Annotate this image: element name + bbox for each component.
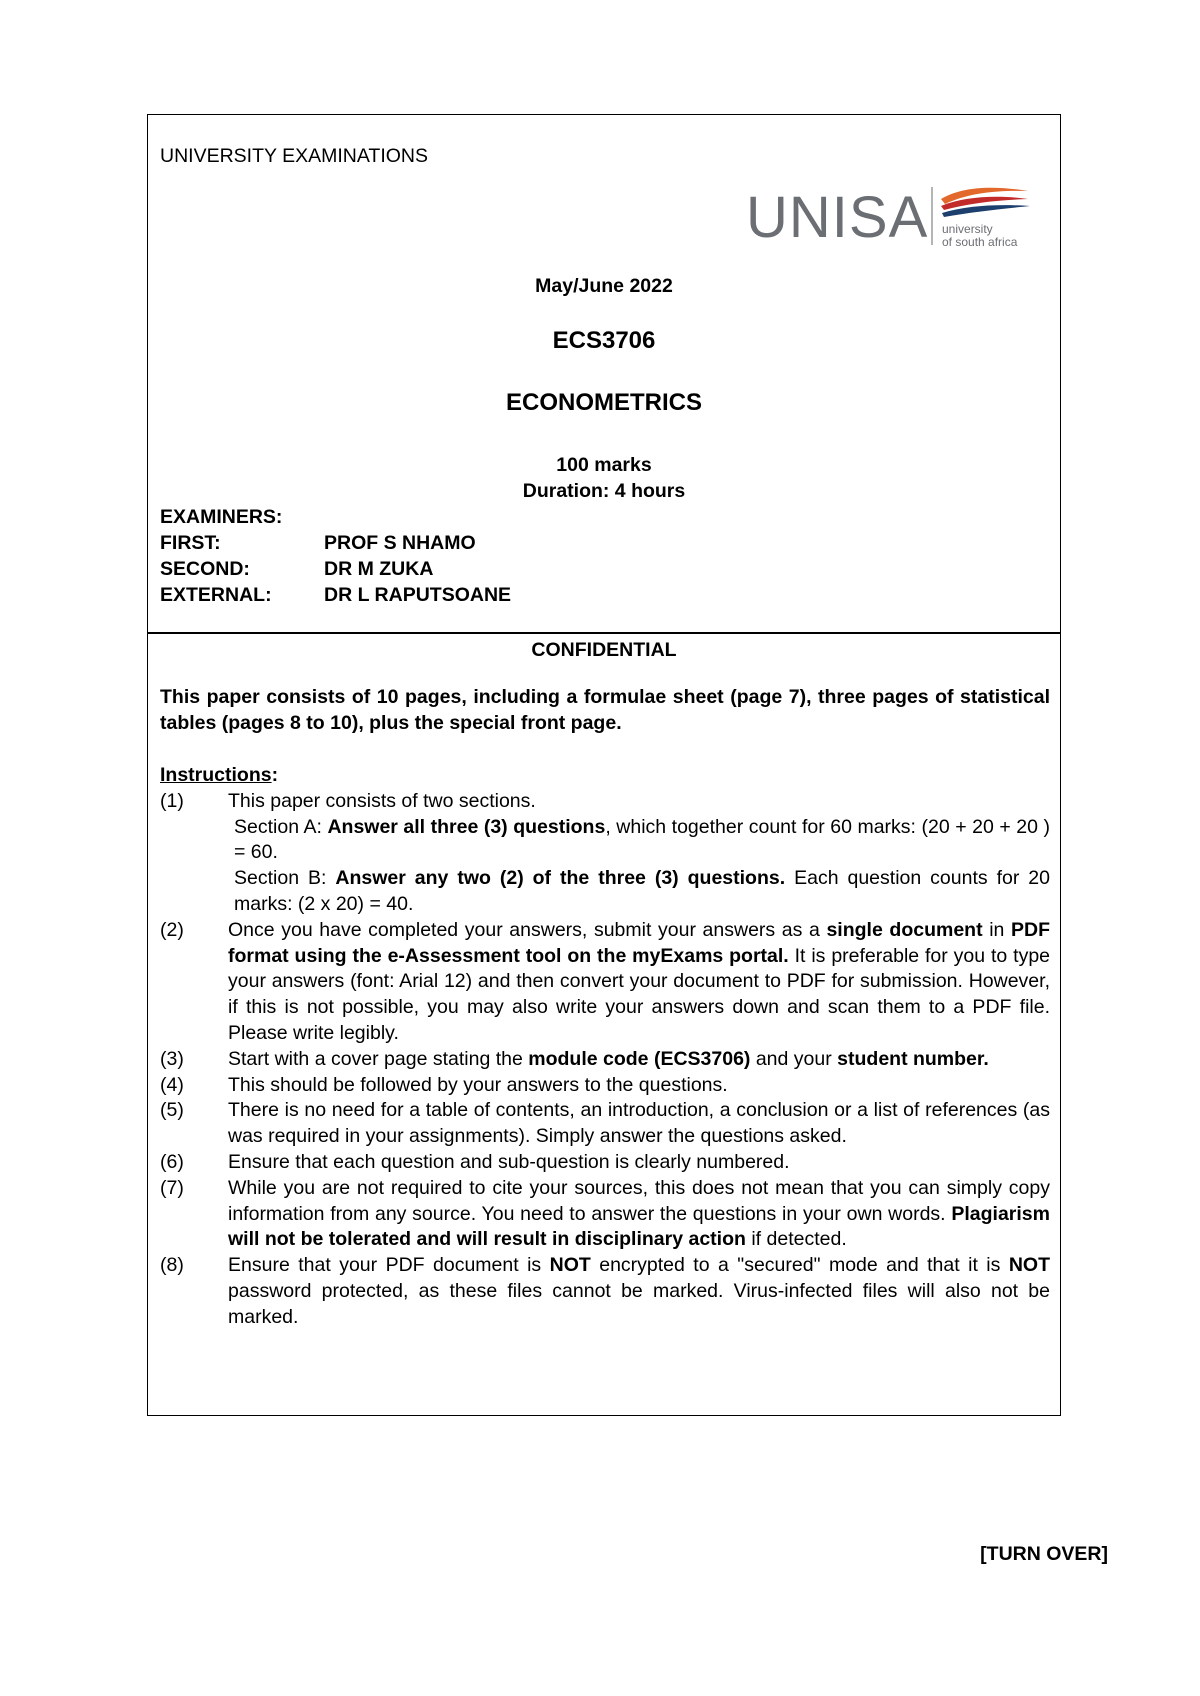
section-divider (148, 632, 1060, 634)
paper-info: This paper consists of 10 pages, including a formulae sheet (page 7), three pages of statistical tables (pages 8 to 10), plus the special front page. (160, 686, 1050, 734)
instruction-item-7: (7) While you are not required to cite your sources, this does not mean that you can simply copy information from any source. You need to answer the questions in your own words. Plagiarism will not be tolerated and will result in disciplinary action if detected. (160, 1176, 1050, 1251)
unisa-wordmark: UNISA (746, 185, 929, 250)
exam-cover-box (147, 114, 1061, 1416)
instruction-item-3: (3) Start with a cover page stating the module code (ECS3706) and your student number. (160, 1047, 989, 1070)
total-marks: 100 marks (556, 454, 652, 476)
confidential-label: CONFIDENTIAL (531, 639, 677, 661)
instruction-item-2: (2) Once you have completed your answers, submit your answers as a single document in PDF format using the e-Assessment tool on the myExams portal. It is preferable for you to type your answers (font: Arial 12) and then convert your document to PDF for submission. However, if this is not possible, you may also write your answers down and scan them to a PDF file. Please write legibly. (160, 918, 1051, 1044)
module-name: ECONOMETRICS (505, 389, 702, 416)
module-code: ECS3706 (552, 327, 656, 354)
instruction-item-5: (5) There is no need for a table of contents, an introduction, a conclusion or a list of references (as was required in your assignments). Simply answer the questions asked. (160, 1099, 1050, 1148)
instruction-item-4: (4) This should be followed by your answers to the questions. (160, 1073, 728, 1096)
examiners-heading: EXAMINERS: (160, 506, 283, 528)
examiner-name-external: DR L RAPUTSOANE (324, 584, 512, 606)
unisa-logo (746, 179, 1046, 251)
university-examinations-label: UNIVERSITY EXAMINATIONS (160, 145, 428, 167)
examiner-name-second: DR M ZUKA (324, 558, 434, 580)
examiner-name-first: PROF S NHAMO (324, 532, 476, 554)
instruction-section-b: Section B: Answer any two (2) of the three (3) questions. Each question counts for 20 marks: (2 x 20) = 40. (234, 867, 1050, 915)
instruction-section-a: Section A: Answer all three (3) questions, which together count for 60 marks: (20 + 20 + 20 ) = 60. (234, 815, 1050, 864)
logo-tagline-1: university (942, 222, 993, 236)
instructions-heading: Instructions: (160, 764, 279, 786)
examiner-role-first: FIRST: (160, 532, 221, 554)
unisa-logo-graphic (746, 179, 1046, 251)
instruction-item-1: (1) This paper consists of two sections. (160, 789, 536, 812)
instructions-heading-text: Instructions (160, 764, 272, 786)
examiner-role-external: EXTERNAL: (160, 584, 272, 606)
instructions-block (160, 763, 1050, 1331)
turn-over-label: [TURN OVER] (980, 1543, 1108, 1565)
logo-tagline-2: of south africa (942, 235, 1018, 249)
exam-duration: Duration: 4 hours (522, 480, 686, 502)
instruction-item-8: (8) Ensure that your PDF document is NOT encrypted to a "secured" mode and that it is NOT password protected, as these files cannot be marked. Virus-infected files will also not be marked. (160, 1254, 1050, 1328)
examiner-role-second: SECOND: (160, 558, 250, 580)
exam-session: May/June 2022 (535, 275, 673, 297)
instruction-item-6: (6) Ensure that each question and sub-question is clearly numbered. (160, 1150, 790, 1173)
